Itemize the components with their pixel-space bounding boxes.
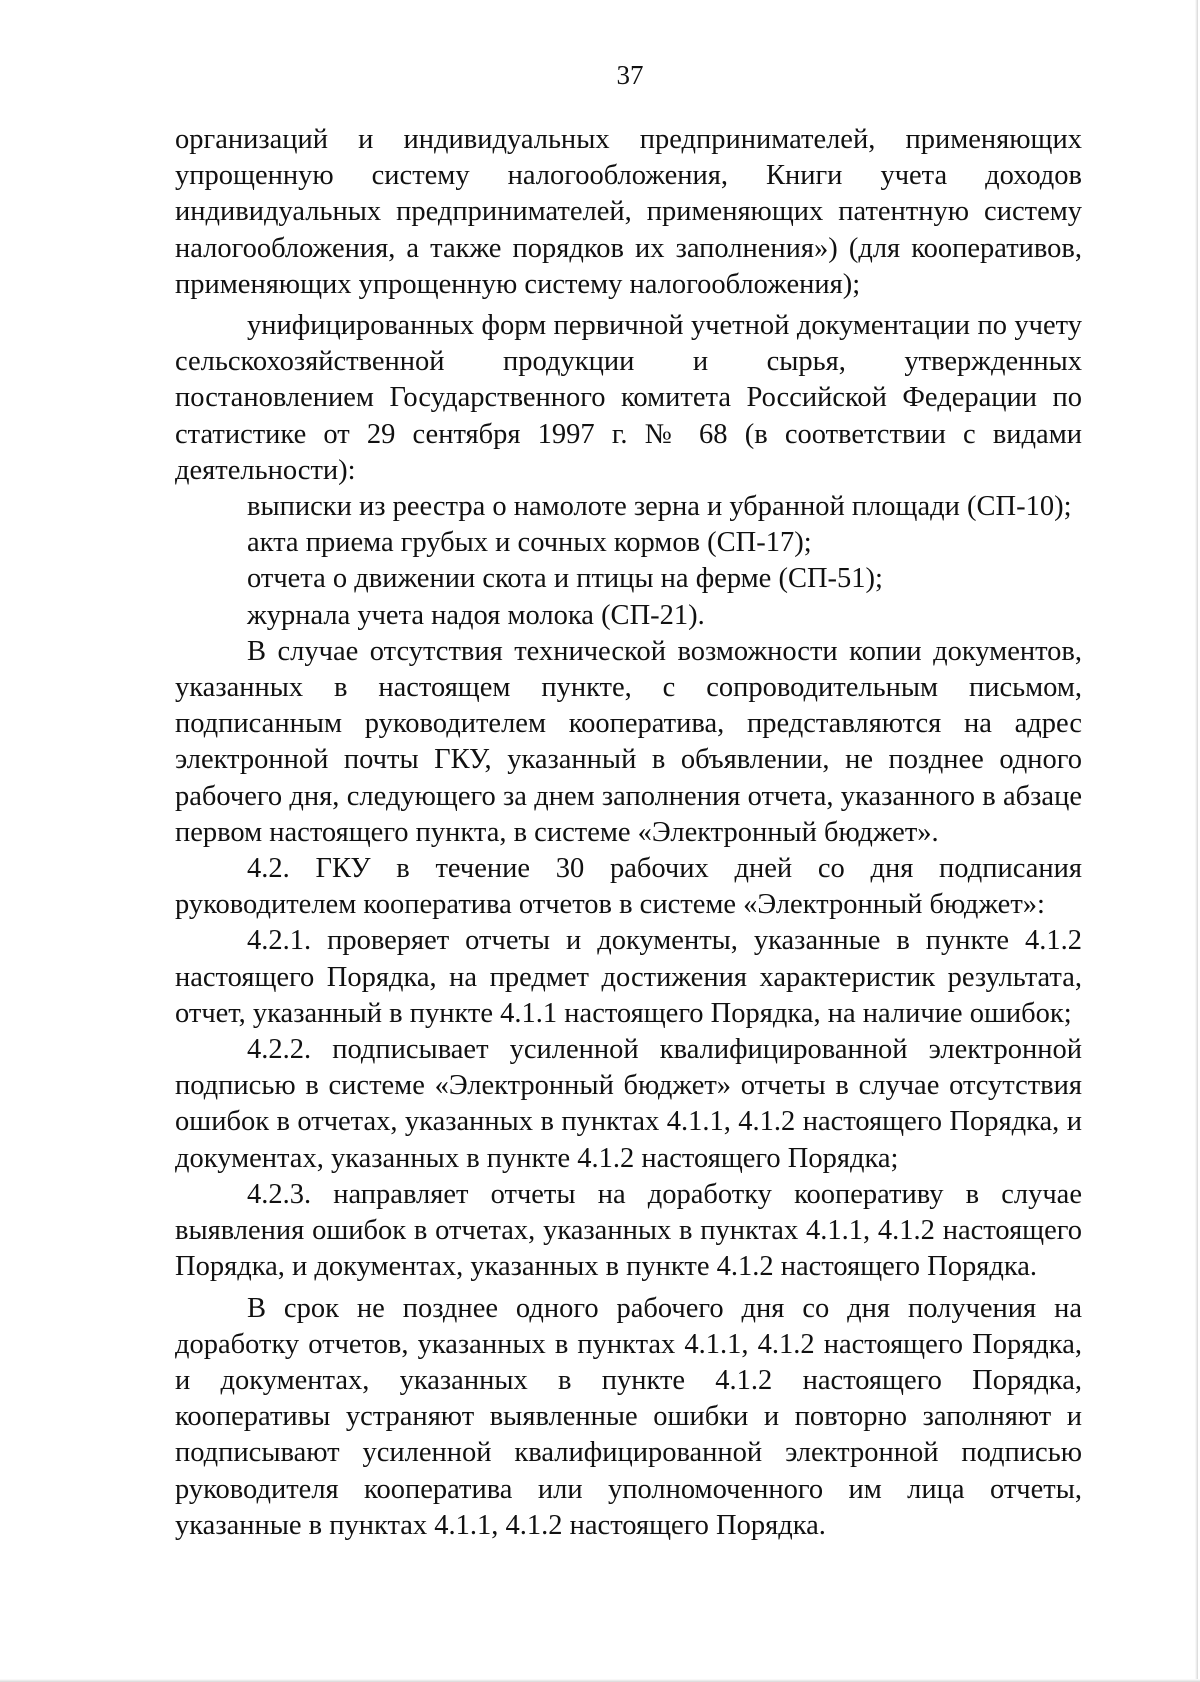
- scan-edge: [1195, 0, 1198, 1682]
- paragraph-4-2-2: 4.2.2. подписывает усиленной квалифицированной электронной подписью в системе «Электронный бюджет» отчеты в случае отсутствия ошибок в отчетах, указанных в пунктах 4.1.1, 4.1.2 настоящего Порядка, и документах, указанных в пункте 4.1.2 настоящего Порядка;: [175, 1034, 1082, 1174]
- paragraph-unified-forms: унифицированных форм первичной учетной документации по учету сельскохозяйственной продукции и сырья, утвержденных постановлением Государственного комитета Российской Федерации по статистике от 29 сентября 1997 г. № 68 (в соответствии с видами деятельности):: [175, 310, 1082, 486]
- paragraph-4-2: 4.2. ГКУ в течение 30 рабочих дней со дня подписания руководителем кооператива отчетов в системе «Электронный бюджет»:: [175, 853, 1082, 921]
- list-item: акта приема грубых и сочных кормов (СП-17);: [247, 527, 812, 559]
- paragraph-continuation: организаций и индивидуальных предпринимателей, применяющих упрощенную систему налогообложения, Книги учета доходов индивидуальных предпринимателей, применяющих патентную систему налогообложения, а также порядков их заполнения») (для кооперативов, применяющих упрощенную систему налогообложения);: [175, 124, 1082, 300]
- paragraph-4-2-1: 4.2.1. проверяет отчеты и документы, указанные в пункте 4.1.2 настоящего Порядка, на предмет достижения характеристик результата, отчет, указанный в пункте 4.1.1 настоящего Порядка, на наличие ошибок;: [175, 925, 1082, 1029]
- list-item: выписки из реестра о намолоте зерна и убранной площади (СП-10);: [247, 491, 1072, 523]
- document-body: [175, 122, 1082, 1544]
- paragraph-4-2-3: 4.2.3. направляет отчеты на доработку кооперативу в случае выявления ошибок в отчетах, указанных в пунктах 4.1.1, 4.1.2 настоящего Порядка, и документах, указанных в пункте 4.1.2 настоящего Порядка.: [175, 1178, 1082, 1283]
- paragraph-deadline: В срок не позднее одного рабочего дня со дня получения на доработку отчетов, указанных в пунктах 4.1.1, 4.1.2 настоящего Порядка, и документах, указанных в пункте 4.1.2 настоящего Порядка, кооперативы устраняют выявленные ошибки и повторно заполняют и подписывают усиленной квалифицированной электронной подписью руководителя кооператива или уполномоченного им лица отчеты, указанные в пунктах 4.1.1, 4.1.2 настоящего Порядка.: [175, 1292, 1082, 1541]
- list-item: отчета о движении скота и птицы на ферме (СП-51);: [247, 563, 883, 595]
- page-number: 37: [616, 60, 644, 90]
- list-item: журнала учета надоя молока (СП-21).: [247, 599, 705, 631]
- paragraph-no-technical-possibility: В случае отсутствия технической возможности копии документов, указанных в настоящем пункте, с сопроводительным письмом, подписанным руководителем кооператива, представляются на адрес электронной почты ГКУ, указанный в объявлении, не позднее одного рабочего дня, следующего за днем заполнения отчета, указанного в абзаце первом настоящего пункта, в системе «Электронный бюджет».: [175, 635, 1082, 848]
